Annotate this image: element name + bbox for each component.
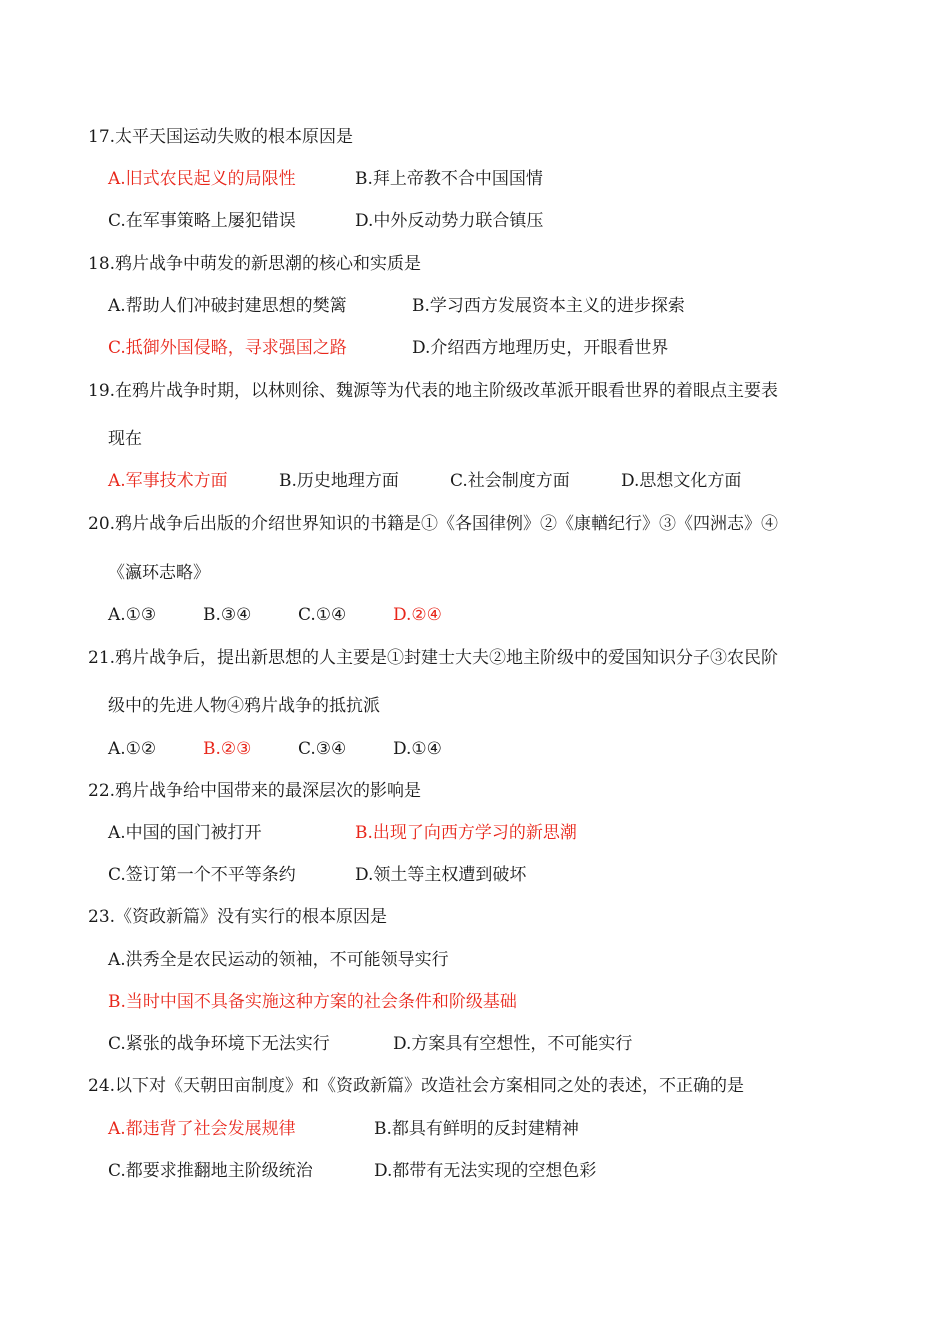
stem-text: 19.在鸦片战争时期，以林则徐、魏源等为代表的地主阶级改革派开眼看世界的着眼点主要表: [88, 381, 779, 401]
options-row: [0, 600, 950, 630]
options-row: [0, 987, 950, 1017]
stem-text: 23.《资政新篇》没有实行的根本原因是: [88, 907, 388, 927]
option-c-correct: C.抵御外国侵略，寻求强国之路: [108, 338, 347, 358]
option-b: B.都具有鲜明的反封建精神: [374, 1119, 579, 1139]
option-a-correct: A.旧式农民起义的局限性: [108, 169, 296, 189]
option-d-correct: D.②④: [393, 605, 442, 625]
stem-text: 22.鸦片战争给中国带来的最深层次的影响是: [88, 781, 422, 801]
options-row: [0, 164, 950, 194]
stem-text: 20.鸦片战争后出版的介绍世界知识的书籍是①《各国律例》②《康輶纪行》③《四洲志》④: [88, 514, 779, 534]
option-a: A.洪秀全是农民运动的领袖，不可能领导实行: [108, 950, 449, 970]
question-stem-19: [88, 376, 778, 406]
option-d: D.介绍西方地理历史，开眼看世界: [412, 338, 669, 358]
question-stem-21-continued: [108, 691, 380, 721]
options-row: [0, 1029, 950, 1059]
option-b-correct: B.②③: [203, 739, 252, 759]
question-stem-23: [88, 902, 387, 932]
option-d: D.领土等主权遭到破坏: [355, 865, 527, 885]
options-row: [0, 818, 950, 848]
question-stem-22: [88, 776, 421, 806]
stem-text: 17.太平天国运动失败的根本原因是: [88, 127, 354, 147]
option-c: C.社会制度方面: [450, 471, 570, 491]
question-stem-17: [88, 122, 353, 152]
option-c: C.紧张的战争环境下无法实行: [108, 1034, 330, 1054]
option-c: C.都要求推翻地主阶级统治: [108, 1161, 313, 1181]
option-b-correct: B.出现了向西方学习的新思潮: [355, 823, 577, 843]
options-row: [0, 734, 950, 764]
option-b: B.学习西方发展资本主义的进步探索: [412, 296, 685, 316]
question-stem-24: [88, 1071, 744, 1101]
option-d: D.方案具有空想性，不可能实行: [393, 1034, 633, 1054]
option-d: D.①④: [393, 739, 442, 759]
option-b-correct: B.当时中国不具备实施这种方案的社会条件和阶级基础: [108, 992, 517, 1012]
question-stem-20-continued: [108, 558, 210, 588]
option-a: A.①③: [108, 605, 157, 625]
options-row: [0, 333, 950, 363]
options-row: [0, 466, 950, 496]
option-c: C.①④: [298, 605, 347, 625]
options-row: [0, 291, 950, 321]
option-d: D.中外反动势力联合镇压: [355, 211, 544, 231]
option-b: B.拜上帝教不合中国国情: [355, 169, 543, 189]
stem-text: 24.以下对《天朝田亩制度》和《资政新篇》改造社会方案相同之处的表述，不正确的是: [88, 1076, 745, 1096]
options-row: [0, 945, 950, 975]
stem-text: 18.鸦片战争中萌发的新思潮的核心和实质是: [88, 254, 422, 274]
option-c: C.签订第一个不平等条约: [108, 865, 296, 885]
options-row: [0, 1156, 950, 1186]
options-row: [0, 206, 950, 236]
options-row: [0, 860, 950, 890]
question-stem-18: [88, 249, 421, 279]
option-d: D.思想文化方面: [621, 471, 742, 491]
option-a: A.帮助人们冲破封建思想的樊篱: [108, 296, 347, 316]
question-stem-21: [88, 643, 778, 673]
option-b: B.③④: [203, 605, 252, 625]
stem-text: 现在: [108, 429, 142, 449]
option-a: A.①②: [108, 739, 157, 759]
stem-text: 21.鸦片战争后，提出新思想的人主要是①封建士大夫②地主阶级中的爱国知识分子③农民阶: [88, 648, 779, 668]
option-d: D.都带有无法实现的空想色彩: [374, 1161, 597, 1181]
option-c: C.③④: [298, 739, 347, 759]
option-a-correct: A.都违背了社会发展规律: [108, 1119, 296, 1139]
option-c: C.在军事策略上屡犯错误: [108, 211, 296, 231]
stem-text: 《瀛环志略》: [108, 563, 210, 583]
question-stem-20: [88, 509, 778, 539]
stem-text: 级中的先进人物④鸦片战争的抵抗派: [108, 696, 380, 716]
options-row: [0, 1114, 950, 1144]
question-stem-19-continued: [108, 424, 142, 454]
option-a: A.中国的国门被打开: [108, 823, 262, 843]
option-b: B.历史地理方面: [279, 471, 399, 491]
option-a-correct: A.军事技术方面: [108, 471, 228, 491]
